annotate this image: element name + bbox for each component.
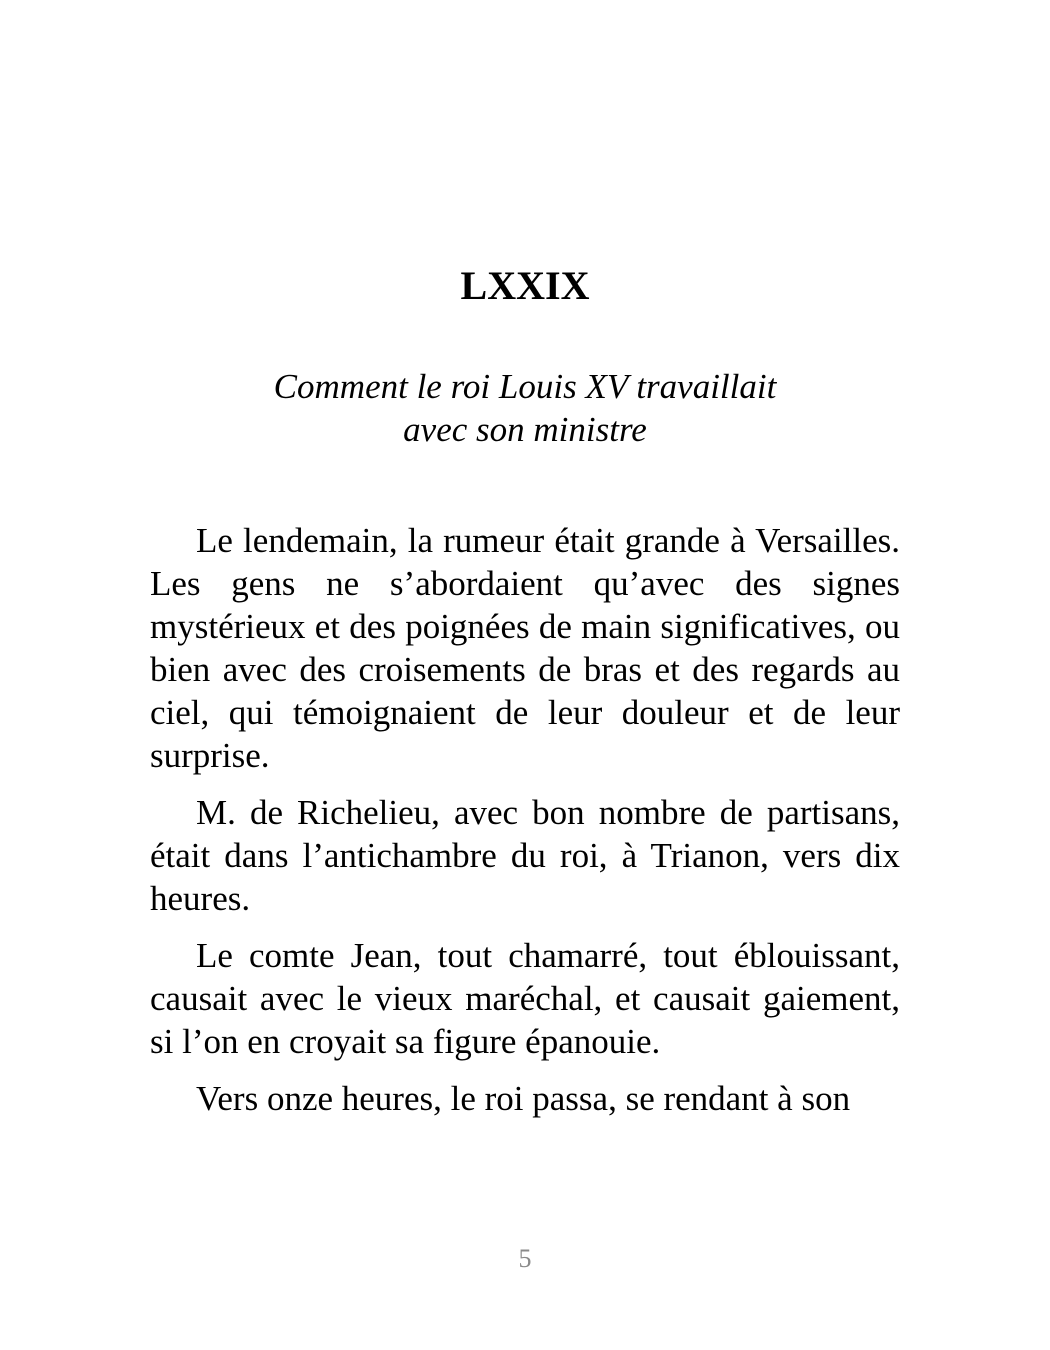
paragraph-4: Vers onze heures, le roi passa, se rendant à son: [196, 1079, 851, 1118]
chapter-title-line-2: avec son ministre: [403, 410, 647, 449]
paragraph-1: Le lendemain, la rumeur était grande à Versailles. Les gens ne s’abordaient qu’avec des signes mystérieux et des poignées de main significatives, ou bien avec des croisements de bras et des regards au ciel, qui témoignaient de leur douleur et de leur surprise.: [150, 521, 900, 775]
chapter-body: [150, 519, 900, 1134]
chapter-title: [0, 365, 1050, 451]
paragraph-3: Le comte Jean, tout chamarré, tout éblouissant, causait avec le vieux maréchal, et causait gaiement, si l’on en croyait sa figure épanouie.: [150, 936, 900, 1061]
paragraph-2: M. de Richelieu, avec bon nombre de partisans, était dans l’antichambre du roi, à Trianon, vers dix heures.: [150, 793, 900, 918]
page-number: 5: [518, 1244, 532, 1273]
chapter-title-line-1: Comment le roi Louis XV travaillait: [273, 367, 777, 406]
chapter-number: LXXIX: [460, 263, 590, 308]
